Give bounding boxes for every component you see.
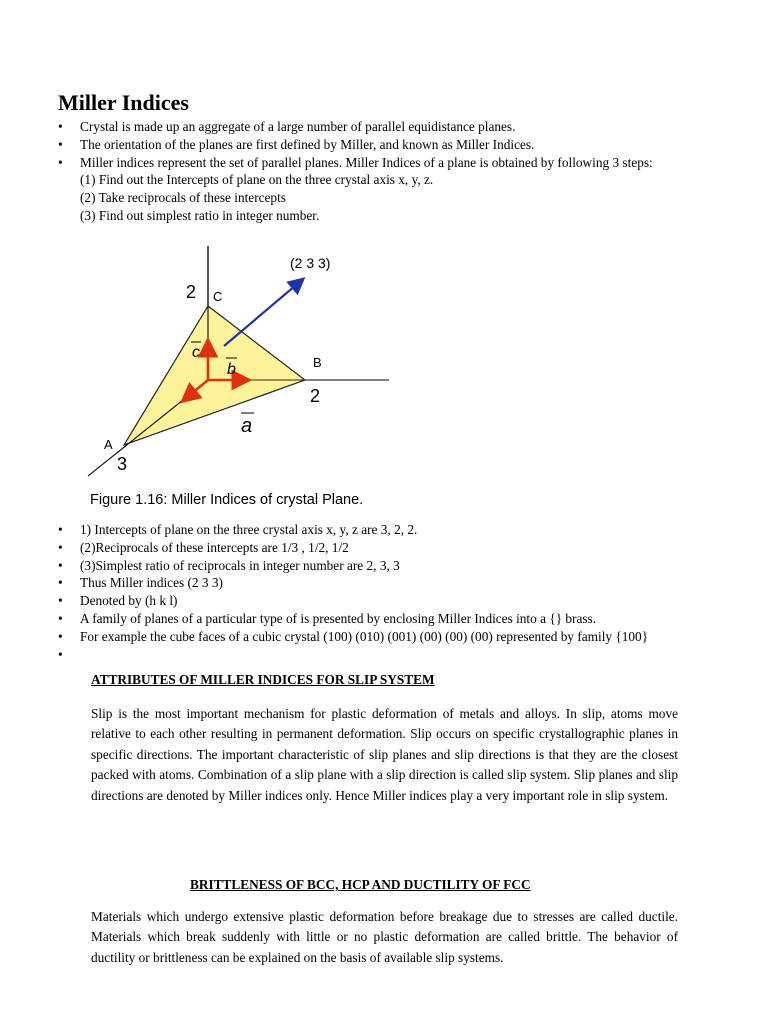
step-item: (2) Take reciprocals of these intercepts xyxy=(80,190,286,206)
vector-c-label: c xyxy=(192,344,200,361)
miller-plane-figure xyxy=(84,244,404,516)
bullet-icon: • xyxy=(58,154,63,170)
slip-paragraph: Slip is the most important mechanism for plastic deformation of metals and alloys. In slip, atoms move relative to each other resulting in permanent deformation. Slip occurs on specific crystallographic planes in specific directions. The important characteristic of slip planes and slip directions is that they are the closest packed with atoms. Combination of a slip plane with a slip direction is called slip system. Slip planes and slip directions are denoted by Miller indices only. Hence Miller indices play a very important role in slip system. xyxy=(91,706,678,803)
step-item: (1) Find out the Intercepts of plane on the three crystal axis x, y, z. xyxy=(80,172,434,188)
bullet-icon: • xyxy=(58,575,63,591)
list-item: • Crystal is made up an aggregate of a large number of parallel equidistance planes. xyxy=(58,119,516,134)
vector-b-label: b xyxy=(227,361,236,378)
list-item: • The orientation of the planes are first defined by Miller, and known as Miller Indices. xyxy=(58,136,535,152)
list-item: • 1) Intercepts of plane on the three crystal axis x, y, z are 3, 2, 2. xyxy=(58,522,418,537)
list-item: • Denoted by (h k l) xyxy=(58,593,178,609)
brittleness-section-heading: BRITTLENESS OF BCC, HCP AND DUCTILITY OF FCC xyxy=(190,877,531,892)
list-item: • A family of planes of a particular type of is presented by enclosing Miller Indices into a {} brass. xyxy=(58,610,597,626)
slip-section-heading: ATTRIBUTES OF MILLER INDICES FOR SLIP SYSTEM xyxy=(91,672,435,687)
bullet-icon: • xyxy=(58,522,63,537)
bullet-icon: • xyxy=(58,136,63,152)
list-item: • (3)Simplest ratio of reciprocals in integer number are 2, 3, 3 xyxy=(58,557,400,573)
figure-caption: Figure 1.16: Miller Indices of crystal Plane. xyxy=(90,492,364,508)
bullet-icon: • xyxy=(58,628,63,644)
list-item: • Miller indices represent the set of parallel planes. Miller Indices of a plane is obtained by following 3 steps: (1) Find out the Intercepts of plane on the three crystal axis x, y, z. (2) Take reciprocals of these intercepts (3) Find out simplest ratio in integer number. xyxy=(58,154,653,223)
intercept-b-label: 2 xyxy=(310,386,321,406)
point-b-label: B xyxy=(313,355,322,370)
page-title: Miller Indices xyxy=(58,90,189,115)
bullet-icon: • xyxy=(58,646,63,662)
intercept-a-label: 3 xyxy=(117,454,128,474)
plane-label: (2 3 3) xyxy=(290,255,331,271)
bullet-icon: • xyxy=(58,557,63,573)
bullet-icon: • xyxy=(58,119,63,134)
result-bullet-list xyxy=(58,521,649,662)
bullet-icon: • xyxy=(58,593,63,609)
list-item: • (2)Reciprocals of these intercepts are 1/3 , 1/2, 1/2 xyxy=(58,539,349,555)
vector-a-label: a xyxy=(241,415,253,437)
plane-normal-arrow xyxy=(224,280,302,346)
step-item: (3) Find out simplest ratio in integer number. xyxy=(80,207,320,223)
bullet-icon: • xyxy=(58,610,63,626)
intro-bullet-list xyxy=(58,118,653,225)
bullet-icon: • xyxy=(58,539,63,555)
intercept-c-label: 2 xyxy=(186,282,197,302)
point-a-label: A xyxy=(104,437,113,452)
crystal-plane xyxy=(124,306,305,445)
point-c-label: C xyxy=(213,289,223,304)
brittleness-paragraph: Materials which undergo extensive plastic deformation before breakage due to stresses are called ductile. Materials which break suddenly with little or no plastic deformation are called brittle. The behavior of ductility or brittleness can be explained on the basis of available slip systems. xyxy=(91,909,678,965)
list-item: • Thus Miller indices (2 3 3) xyxy=(58,575,223,591)
list-item: • For example the cube faces of a cubic crystal (100) (010) (001) (00) (00) (00) represented by family {100} xyxy=(58,628,649,644)
